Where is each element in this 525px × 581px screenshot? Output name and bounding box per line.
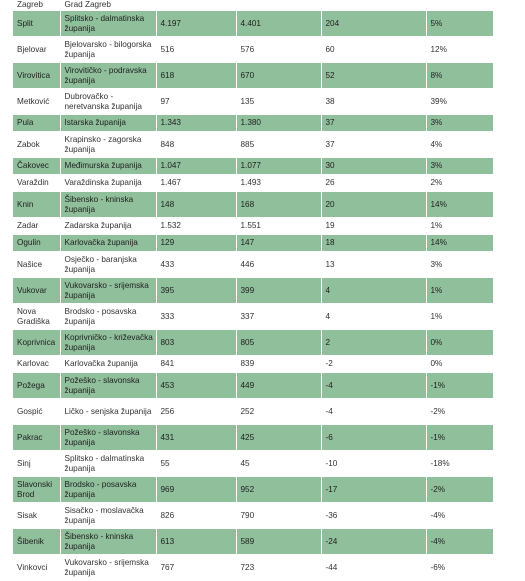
cell-difference: -17 [321,477,426,503]
cell-county: Požeško - slavonska županija [60,425,156,451]
cell-value-b: 252 [236,399,321,425]
cell-percent: 0% [426,330,493,356]
table-row [13,158,493,175]
cell-value-b: 1.380 [236,115,321,132]
table-row [13,529,493,555]
cell-county: Splitsko - dalmatinska županija [60,451,156,477]
cell-difference: -44 [321,555,426,581]
cell-value-b: 147 [236,235,321,252]
cell-value-a: 1.467 [156,175,236,192]
cell-value-b: 885 [236,132,321,158]
cell-value-a [156,0,236,11]
cell-city: Zabok [13,132,60,158]
cell-percent: 14% [426,235,493,252]
cell-city: Sinj [13,451,60,477]
cell-percent: 0% [426,356,493,373]
cell-county: Grad Zagreb [60,0,156,11]
cell-value-b: 399 [236,278,321,304]
cell-county: Karlovačka županija [60,235,156,252]
cell-value-a: 803 [156,330,236,356]
cell-difference: 60 [321,37,426,63]
cell-value-b: 337 [236,304,321,330]
cell-value-a: 395 [156,278,236,304]
table-row [13,356,493,373]
table-row [13,89,493,115]
cell-value-a: 969 [156,477,236,503]
table-row [13,132,493,158]
cell-percent: 39% [426,89,493,115]
cell-county: Šibensko - kninska županija [60,529,156,555]
cell-city: Slavonski Brod [13,477,60,503]
table-row [13,0,493,11]
cell-county: Osječko - baranjska županija [60,252,156,278]
cell-percent: 3% [426,115,493,132]
cell-value-b: 952 [236,477,321,503]
cell-city: Koprivnica [13,330,60,356]
cell-difference: -36 [321,503,426,529]
cell-difference: 204 [321,11,426,37]
cell-value-b: 4.401 [236,11,321,37]
cell-difference: 2 [321,330,426,356]
cell-city: Vukovar [13,278,60,304]
cell-city: Zadar [13,218,60,235]
table-row [13,304,493,330]
cell-value-a: 767 [156,555,236,581]
cell-value-b: 723 [236,555,321,581]
cell-difference: -2 [321,356,426,373]
cell-value-a: 333 [156,304,236,330]
table-row [13,555,493,581]
cell-value-a: 1.343 [156,115,236,132]
cell-value-b: 135 [236,89,321,115]
cell-city: Šibenik [13,529,60,555]
cell-percent: 1% [426,278,493,304]
cell-difference: 19 [321,218,426,235]
cell-value-a: 433 [156,252,236,278]
table-body [13,0,493,581]
cell-difference: 4 [321,304,426,330]
cell-percent: 4% [426,132,493,158]
cell-value-a: 453 [156,373,236,399]
cell-difference: -4 [321,399,426,425]
cell-value-a: 841 [156,356,236,373]
cell-value-a: 516 [156,37,236,63]
cell-city: Zagreb [13,0,60,11]
cell-city: Bjelovar [13,37,60,63]
cell-difference: 18 [321,235,426,252]
cell-value-b [236,0,321,11]
cell-county: Virovitičko - podravska županija [60,63,156,89]
cell-county: Brodsko - posavska županija [60,304,156,330]
table-row [13,11,493,37]
cell-city: Našice [13,252,60,278]
table-row [13,451,493,477]
cell-percent [426,0,493,11]
table-row [13,115,493,132]
table-row [13,235,493,252]
cell-city: Nova Gradiška [13,304,60,330]
cell-percent: 12% [426,37,493,63]
cell-value-b: 589 [236,529,321,555]
cell-value-b: 1.493 [236,175,321,192]
cell-city: Pakrac [13,425,60,451]
cell-county: Bjelovarsko - bilogorska županija [60,37,156,63]
cell-percent: -1% [426,373,493,399]
cell-city: Čakovec [13,158,60,175]
cell-percent: -2% [426,399,493,425]
cell-value-a: 613 [156,529,236,555]
table-row [13,399,493,425]
cell-city: Gospić [13,399,60,425]
cell-percent: 8% [426,63,493,89]
cell-difference: -6 [321,425,426,451]
cell-percent: 1% [426,304,493,330]
cell-value-b: 576 [236,37,321,63]
cell-difference: 37 [321,132,426,158]
cell-percent: 14% [426,192,493,218]
cell-percent: 2% [426,175,493,192]
cell-county: Brodsko - posavska županija [60,477,156,503]
table-row [13,192,493,218]
cell-percent: -4% [426,503,493,529]
table-row [13,218,493,235]
cell-difference [321,0,426,11]
cell-percent: -2% [426,477,493,503]
cell-value-b: 790 [236,503,321,529]
cell-value-a: 97 [156,89,236,115]
cell-value-a: 431 [156,425,236,451]
cell-value-a: 55 [156,451,236,477]
cell-percent: -18% [426,451,493,477]
cell-city: Ogulin [13,235,60,252]
cell-city: Metković [13,89,60,115]
cell-city: Split [13,11,60,37]
cell-county: Dubrovačko - neretvanska županija [60,89,156,115]
cell-value-b: 805 [236,330,321,356]
cell-difference: 37 [321,115,426,132]
cell-county: Varaždinska županija [60,175,156,192]
cell-difference: 4 [321,278,426,304]
cell-percent: 3% [426,252,493,278]
cell-percent: 1% [426,218,493,235]
cell-value-a: 618 [156,63,236,89]
cell-city: Pula [13,115,60,132]
cell-city: Požega [13,373,60,399]
cell-value-b: 425 [236,425,321,451]
cell-value-b: 1.551 [236,218,321,235]
cell-difference: 26 [321,175,426,192]
cell-county: Splitsko - dalmatinska županija [60,11,156,37]
cell-difference: 13 [321,252,426,278]
cell-percent: -1% [426,425,493,451]
cell-value-b: 45 [236,451,321,477]
cell-county: Koprivničko - križevačka županija [60,330,156,356]
cell-county: Vukovarsko - srijemska županija [60,278,156,304]
cell-city: Virovitica [13,63,60,89]
table-row [13,278,493,304]
city-table [13,0,494,581]
cell-value-b: 670 [236,63,321,89]
cell-difference: 38 [321,89,426,115]
cell-difference: -4 [321,373,426,399]
cell-difference: 52 [321,63,426,89]
cell-value-a: 148 [156,192,236,218]
cell-percent: 3% [426,158,493,175]
cell-city: Vinkovci [13,555,60,581]
table-row [13,37,493,63]
cell-percent: -4% [426,529,493,555]
cell-value-a: 129 [156,235,236,252]
table-row [13,503,493,529]
cell-value-a: 4.197 [156,11,236,37]
cell-value-a: 256 [156,399,236,425]
cell-county: Međimurska županija [60,158,156,175]
cell-city: Sisak [13,503,60,529]
table-row [13,330,493,356]
cell-county: Krapinsko - zagorska županija [60,132,156,158]
cell-county: Karlovačka županija [60,356,156,373]
cell-county: Sisačko - moslavačka županija [60,503,156,529]
cell-value-a: 848 [156,132,236,158]
cell-value-a: 826 [156,503,236,529]
cell-value-b: 446 [236,252,321,278]
table-row [13,477,493,503]
cell-county: Šibensko - kninska županija [60,192,156,218]
cell-value-a: 1.532 [156,218,236,235]
table-row [13,175,493,192]
cell-difference: 30 [321,158,426,175]
table-row [13,63,493,89]
cell-county: Istarska županija [60,115,156,132]
cell-county: Vukovarsko - srijemska županija [60,555,156,581]
cell-city: Knin [13,192,60,218]
cell-value-b: 168 [236,192,321,218]
cell-percent: 5% [426,11,493,37]
cell-difference: -10 [321,451,426,477]
cell-city: Varaždin [13,175,60,192]
cell-value-b: 1.077 [236,158,321,175]
cell-county: Požeško - slavonska županija [60,373,156,399]
cell-value-b: 839 [236,356,321,373]
table-row [13,252,493,278]
table-row [13,425,493,451]
cell-county: Zadarska županija [60,218,156,235]
cell-percent: -6% [426,555,493,581]
cell-county: Ličko - senjska županija [60,399,156,425]
cell-difference: 20 [321,192,426,218]
table-row [13,373,493,399]
cell-city: Karlovac [13,356,60,373]
data-table [13,0,493,581]
cell-value-b: 449 [236,373,321,399]
cell-value-a: 1.047 [156,158,236,175]
cell-difference: -24 [321,529,426,555]
